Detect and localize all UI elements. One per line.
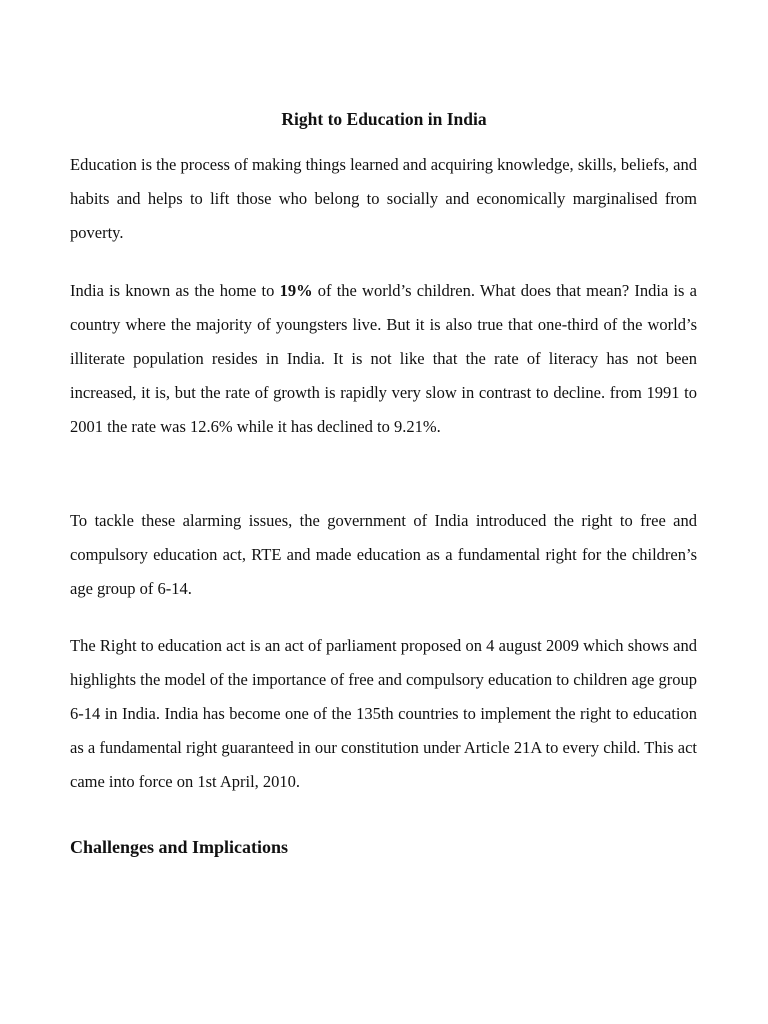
- paragraph-education-definition: Education is the process of making things learned and acquiring knowledge, skills, beliefs, and habits and helps to lift those who belong to socially and economically marginalised from poverty.: [70, 155, 697, 242]
- paragraph-rte-introduction: To tackle these alarming issues, the government of India introduced the right to free and compulsory education act, RTE and made education as a fundamental right for the children’s age group of 6-14.: [70, 511, 697, 598]
- document-title: Right to Education in India: [281, 109, 487, 129]
- paragraph-india-statistics: [70, 274, 697, 444]
- children-percentage-bold: 19%: [279, 281, 313, 300]
- paragraph-text-part: India is known as the home to: [70, 281, 280, 300]
- paragraph-text-part: of the world’s children. What does that mean? India is a country where the majority of youngsters live. But it is also true that one-third of the world’s illiterate population resides in India. It is not like that the rate of literacy has not been increased, it is, but the rate of growth is rapidly very slow in contrast to decline. from 1991 to 2001 the rate was 12.6% while it has declined to 9.21%.: [70, 281, 698, 436]
- paragraph-rte-act-details: The Right to education act is an act of parliament proposed on 4 august 2009 which shows and highlights the model of the importance of free and compulsory education to children age group 6-14 in India. India has become one of the 135th countries to implement the right to education as a fundamental right guaranteed in our constitution under Article 21A to every child. This act came into force on 1st April, 2010.: [70, 636, 697, 791]
- section-heading: Challenges and Implications: [70, 837, 289, 857]
